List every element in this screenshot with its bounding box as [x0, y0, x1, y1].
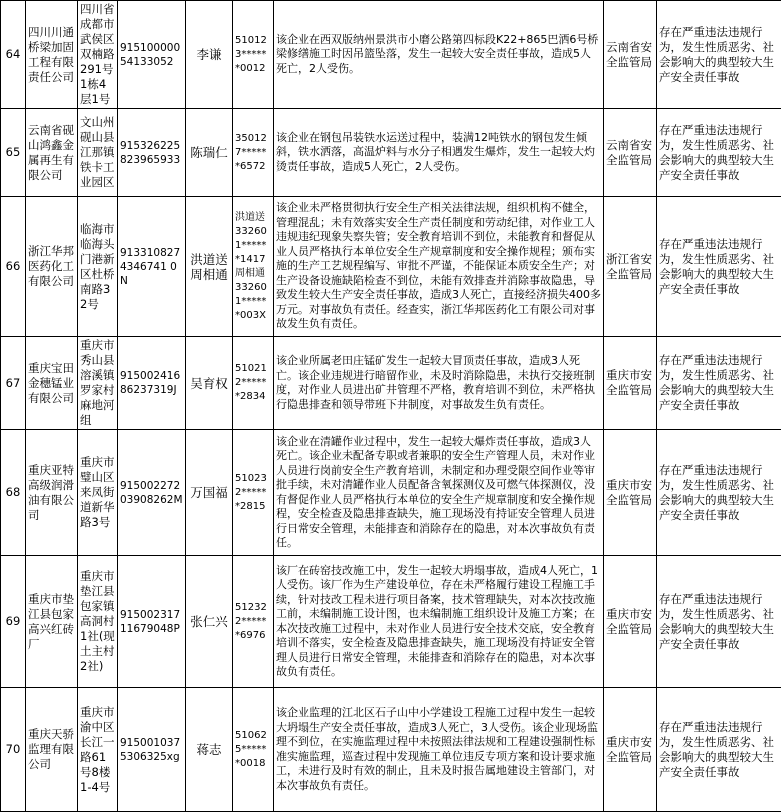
legal-person: 张仁兴 [186, 556, 233, 688]
credit-code: 91510000054133052 [118, 1, 186, 109]
listing-reason: 存在严重违法违规行为，发生性质恶劣、社会影响大的典型较大生产安全责任事故 [657, 337, 781, 430]
company-name: 重庆宝田金穗锰业有限公司 [26, 337, 78, 430]
credit-code: 915001037 5306325xg [118, 688, 186, 812]
row-index: 69 [1, 556, 26, 688]
incident-description: 该企业在西双版纳州景洪市小磨公路第四标段K22+865巴洒6号桥梁修缮施工时因吊篮坠落，发生一起较大安全责任事故，造成5人死亡，2人受伤。 [274, 1, 604, 109]
listing-reason: 存在严重违法违规行为，发生性质恶劣、社会影响大的典型较大生产安全责任事故 [657, 109, 781, 197]
company-address: 临海市临海头门港新区杜桥南路32号 [78, 197, 118, 337]
authority: 云南省安全监管局 [604, 1, 657, 109]
company-name: 重庆天骄监理有限公司 [26, 688, 78, 812]
row-index: 64 [1, 1, 26, 109]
authority: 浙江省安全监管局 [604, 197, 657, 337]
company-name: 重庆亚特高级润滑油有限公司 [26, 430, 78, 556]
authority: 重庆市安全监管局 [604, 556, 657, 688]
listing-reason: 存在严重违法违规行为，发生性质恶劣、社会影响大的典型较大生产安全责任事故 [657, 197, 781, 337]
authority: 云南省安全监管局 [604, 109, 657, 197]
listing-reason: 存在严重违法违规行为，发生性质恶劣、社会影响大的典型较大生产安全责任事故 [657, 1, 781, 109]
id-number: 510212******2834 [233, 337, 274, 430]
legal-person: 洪道送周相通 [186, 197, 233, 337]
legal-person: 万国福 [186, 430, 233, 556]
company-address: 重庆市秀山县溶溪镇罗家村麻地河组 [78, 337, 118, 430]
company-address: 文山州砚山县江那镇铁卡工业园区 [78, 109, 118, 197]
id-number: 350127******6572 [233, 109, 274, 197]
company-name: 四川川通桥梁加固工程有限责任公司 [26, 1, 78, 109]
id-number: 512322******6976 [233, 556, 274, 688]
row-index: 66 [1, 197, 26, 337]
row-index: 68 [1, 430, 26, 556]
credit-code: 91500231711679048P [118, 556, 186, 688]
credit-code: 91500227203908262M [118, 430, 186, 556]
company-address: 重庆市垫江县包家镇高洞村1社(现土主村2社) [78, 556, 118, 688]
authority: 重庆市安全监管局 [604, 688, 657, 812]
credit-code: 915326225823965933 [118, 109, 186, 197]
table-row [1, 109, 781, 197]
authority: 重庆市安全监管局 [604, 430, 657, 556]
listing-reason: 存在严重违法违规行为，发生性质恶劣、社会影响大的典型较大生产安全责任事故 [657, 688, 781, 812]
legal-person: 蒋志 [186, 688, 233, 812]
table-row [1, 430, 781, 556]
incident-description: 该企业监理的江北区石子山中小学建设工程施工过程中发生一起较大坍塌生产安全责任事故，造成3人死亡，3人受伤。该企业现场监理不到位，在实施监理过程中未按照法律法规和工程建设强制性标准实施监理，巡查过程中发现施工单位违反专项方案和设计要求施工，未进行及时有效的制止，且未及时报告属地建设主管部门，对本次事故负有责任。 [274, 688, 604, 812]
row-index: 65 [1, 109, 26, 197]
credit-code: 91500241686237319J [118, 337, 186, 430]
credit-code: 9133108274346741 0N [118, 197, 186, 337]
listing-reason: 存在严重违法违规行为，发生性质恶劣、社会影响大的典型较大生产安全责任事故 [657, 556, 781, 688]
company-name: 重庆市垫江县包家高兴红砖厂 [26, 556, 78, 688]
table-row [1, 556, 781, 688]
listing-reason: 存在严重违法违规行为，发生性质恶劣、社会影响大的典型较大生产安全责任事故 [657, 430, 781, 556]
id-number: 510625******0018 [233, 688, 274, 812]
id-number: 510123******0012 [233, 1, 274, 109]
id-number: 510232******2815 [233, 430, 274, 556]
legal-person: 吴育权 [186, 337, 233, 430]
company-name: 云南省砚山鸿鑫金属再生有限公司 [26, 109, 78, 197]
table-row [1, 197, 781, 337]
incident-description: 该企业所属老田庄锰矿发生一起较大冒顶责任事故，造成3人死亡。该企业违规进行暗留作业，未及时消除隐患，未执行交接班制度，对作业人员进出矿井管理不严格，教育培训不到位，未严格执行隐患排查和领导带班下井制度，对事故发生负有责任。 [274, 337, 604, 430]
incident-description: 该厂在砖窑技改施工中，发生一起较大坍塌事故，造成4人死亡，1人受伤。该厂作为生产建设单位，存在未严格履行建设工程施工手续，针对技改工程未进行项目备案，技术管理缺失，对本次技改施工前，未编制施工设计图，也未编制施工组织设计及施工方案；在本次技改施工过程中，未对作业人员进行安全技术交底，安全教育培训不落实，安全检查及隐患排查缺失，施工现场没有持证安全管理人员进行日常安全管理，未能排查和消除存在的隐患，对本次事故负有责任。 [274, 556, 604, 688]
company-name: 浙江华邦医药化工有限公司 [26, 197, 78, 337]
table-row [1, 337, 781, 430]
authority: 重庆市安全监管局 [604, 337, 657, 430]
row-index: 67 [1, 337, 26, 430]
id-number: 洪道送332601******1417周相通332601******003X [233, 197, 274, 337]
company-address: 重庆市渝中区长江一路61号8楼1-4号 [78, 688, 118, 812]
legal-person: 陈瑞仁 [186, 109, 233, 197]
table-row [1, 1, 781, 109]
incident-description: 该企业未严格贯彻执行安全生产相关法律法规，组织机构不健全，管理混乱；未有效落实安全生产责任制度和劳动纪律，对作业工人违规违纪现象失察失管；安全教育培训不到位，未能教育和督促从业人员严格执行本单位安全生产规章制度和安全操作规程；颁布实施的生产工艺规程编写、审批不严谨，不能保证本质安全生产；对生产设备设施缺陷检查不到位，未能有效排查并消除事故隐患，导致发生较大生产安全责任事故，造成3人死亡，直接经济损失400多万元。对事故负有责任。经查实，浙江华邦医药化工有限公司对事故发生负有责任。 [274, 197, 604, 337]
company-address: 四川省成都市武侯区双楠路291号1栋4层1号 [78, 1, 118, 109]
incident-description: 该企业在钢包吊装铁水运送过程中，装满12吨铁水的钢包发生倾斜，铁水洒落，高温炉料与水分子相遇发生爆炸，发生一起较大灼烫责任事故，造成5人死亡，2人受伤。 [274, 109, 604, 197]
company-address: 重庆市璧山区来凤街道新华路3号 [78, 430, 118, 556]
legal-person: 李谦 [186, 1, 233, 109]
incident-description: 该企业在清罐作业过程中，发生一起较大爆炸责任事故，造成3人死亡。该企业未配备专职或者兼职的安全生产管理人员，未对作业人员进行岗前安全生产教育培训，未制定和办理受限空间作业等审批手续，未对清罐作业人员配备含氧探测仪及可燃气体探测仪，没有督促作业人员严格执行本单位的安全生产规章制度和安全操作规程，安全检查及隐患排查缺失，施工现场没有持证安全管理人员进行日常安全管理，未能排查和消除存在的隐患，对本次事故负有责任。 [274, 430, 604, 556]
table-row [1, 688, 781, 812]
row-index: 70 [1, 688, 26, 812]
